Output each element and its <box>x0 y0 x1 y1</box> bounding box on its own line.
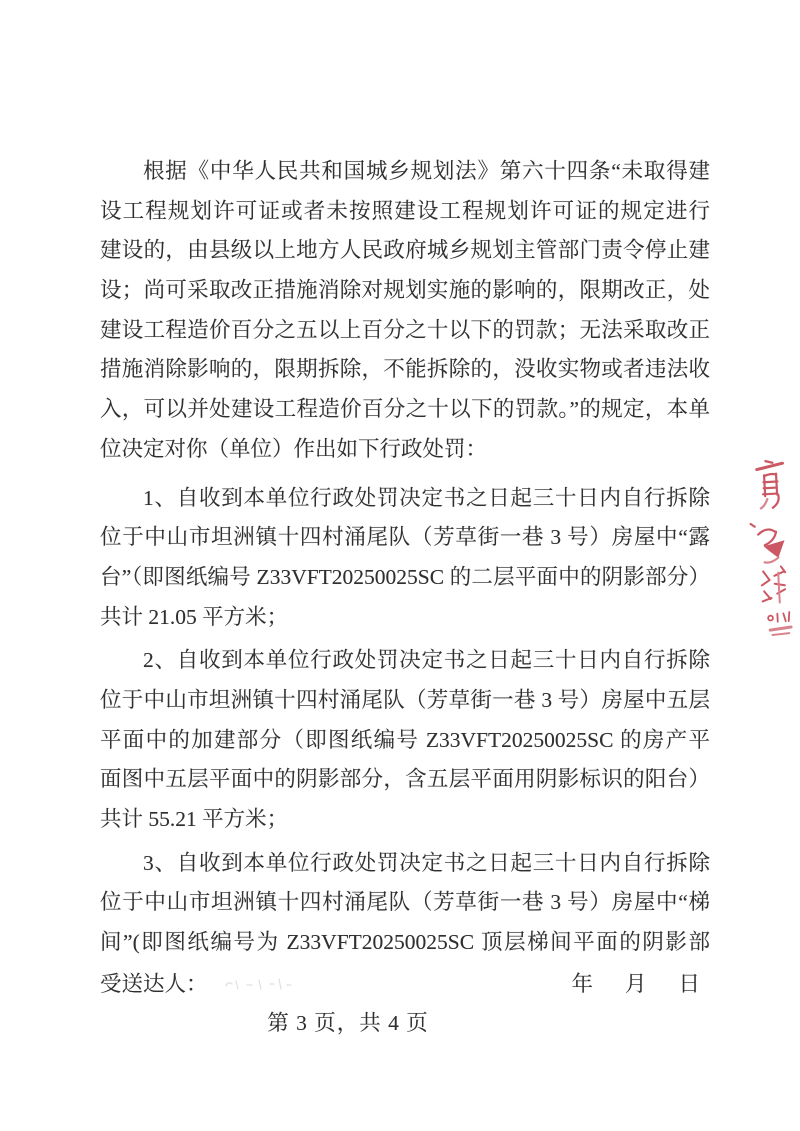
text-line: 设工程规划许可证或者未按照建设工程规划许可证的规定进行 <box>100 198 710 223</box>
text-line: 位决定对你（单位）作出如下行政处罚： <box>100 436 488 461</box>
penalty-item-1-line: 台”（即图纸编号 Z33VFT20250025SC 的二层平面中的阴影部分） <box>100 564 710 589</box>
month-label: 月 <box>624 971 647 996</box>
penalty-item-3-line: 位于中山市坦洲镇十四村涌尾队（芳草街一巷 3 号）房屋中“梯 <box>100 890 710 915</box>
penalty-item-3-line: 3、自收到本单位行政处罚决定书之日起三十日内自行拆除 <box>143 850 710 875</box>
penalty-item-2-line: 面图中五层平面中的阴影部分，含五层平面用阴影标识的阳台） <box>100 767 710 792</box>
year-label: 年 <box>571 971 593 996</box>
penalty-item-2-line: 共计 55.21 平方米； <box>100 807 289 831</box>
page-number: 第 3 页，共 4 页 <box>267 1011 429 1036</box>
penalty-item-1-line: 位于中山市坦洲镇十四村涌尾队（芳草街一巷 3 号）房屋中“露 <box>100 525 710 550</box>
faint-imprint-marks <box>222 974 294 994</box>
text-line: 建设工程造价百分之五以上百分之十以下的罚款；无法采取改正 <box>100 317 710 342</box>
date-blanks <box>571 965 710 1005</box>
text-line: 入，可以并处建设工程造价百分之十以下的罚款。”的规定，本单 <box>100 397 710 422</box>
seal-character-fragment <box>761 566 787 603</box>
penalty-item-2-line: 平面中的加建部分（即图纸编号 Z33VFT20250025SC 的房产平 <box>100 727 710 752</box>
recipient-label: 受送达人： <box>100 971 208 996</box>
signature-row <box>100 965 710 1005</box>
penalty-item-1-line: 共计 21.05 平方米； <box>100 604 289 629</box>
text-line: 建设的，由县级以上地方人民政府城乡规划主管部门责令停止建 <box>100 238 710 263</box>
text-line: 根据《中华人民共和国城乡规划法》第六十四条“未取得建 <box>143 159 710 183</box>
text-line: 措施消除影响的，限期拆除，不能拆除的，没收实物或者违法收 <box>100 357 710 382</box>
penalty-item-1-line: 1、自收到本单位行政处罚决定书之日起三十日内自行拆除 <box>143 485 710 510</box>
seal-character-fragment <box>751 522 786 563</box>
penalty-item-2-line: 2、自收到本单位行政处罚决定书之日起三十日内自行拆除 <box>143 648 710 673</box>
penalty-item-2-line: 位于中山市坦洲镇十四村涌尾队（芳草街一巷 3 号）房屋中五层 <box>100 687 710 712</box>
text-line: 设；尚可采取改正措施消除对规划实施的影响的，限期改正，处 <box>100 278 710 303</box>
document-body <box>100 152 710 1044</box>
penalty-item-3-line: 间”(即图纸编号为 Z33VFT20250025SC 顶层梯间平面的阴影部 <box>100 930 710 955</box>
seal-character-fragment <box>756 460 784 508</box>
day-label: 日 <box>678 971 700 996</box>
paging-seal-fragment <box>740 455 800 645</box>
seal-character-fragment <box>768 612 792 635</box>
